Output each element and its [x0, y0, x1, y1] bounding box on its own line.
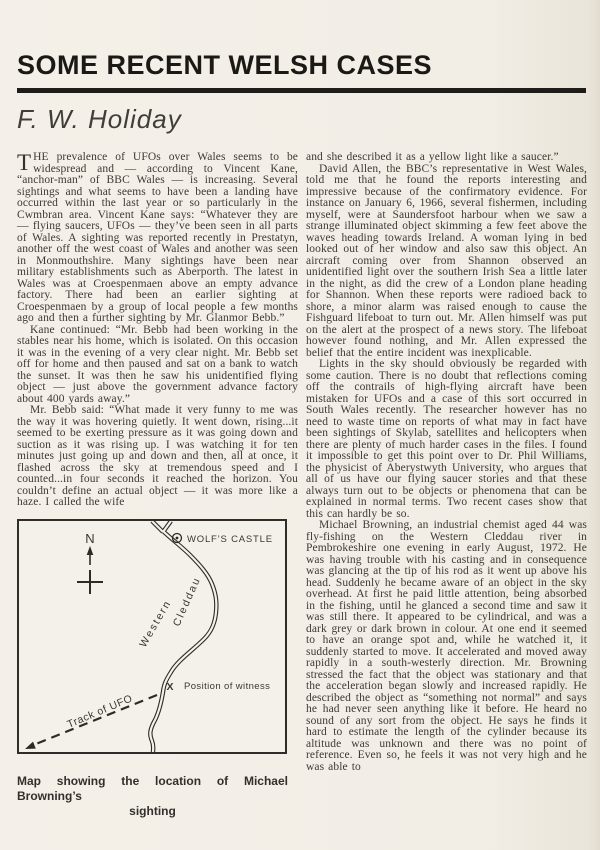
- river-label-western: Western: [137, 597, 175, 649]
- map-caption: [17, 774, 288, 819]
- map-caption-line1: Map showing the location of Michael Browning’s: [17, 773, 288, 803]
- paragraph: Mr. Bebb said: “What made it very funny to me was the way it was hovering quietly. It went down, rising...it seemed to be exerting pressure as it was going down and suction as it was rising up. I was watching it for ten minutes just going up and down and then, all at once, it flashed across the sky at tremendous speed and I counted...in four seconds it reached the horizon. You couldn’t define an actual object — it was more like a haze. I called the wife: [17, 404, 298, 508]
- castle-label: WOLF’S CASTLE: [187, 533, 273, 545]
- paragraph: Lights in the sky should obviously be regarded with some caution. There is no doubt that reflections coming off the contrails of high-flying aircraft have been mistaken for UFOs and a case of this sort occurred in South Wales recently. The researcher however has no need to waste time on reports of what may in fact have been sightings of Skylab, satellites and helicopters when there are plenty of much harder cases in the files. I found it impossible to get this point over to Dr. Phil Williams, the physicist of Aberystwyth University, who argues that all of us have our flying saucer stories and that these always turn out to be objects or phenomena that can be explained in normal terms. Two recent cases show that this can hardly be so.: [306, 358, 587, 520]
- sighting-map: [17, 519, 287, 754]
- right-column: [306, 152, 587, 819]
- paragraph: David Allen, the BBC’s representative in West Wales, told me that he found the reports interesting and impressive because of the confirmatory evidence. For instance on January 6, 1966, several fishermen, including myself, were at Saundersfoot harbour when we saw a strange illuminated object skimming a few feet above the waves heading towards Ireland. A woman lying in bed looked out of her window and also saw this object. An aircraft coming over from Shannon observed an unidentified light over the southern Irish Sea a little later in the night, as did the crew of a London plane heading for Shannon. When these reports were radioed back to shore, a minor alarm was raised enough to cause the Fishguard lifeboat to turn out. Mr. Allen himself was put on the alert at the prospect of a news story. The lifeboat however found nothing, and Mr. Allen expressed the belief that the entire incident was inexplicable.: [306, 162, 587, 359]
- two-column-body: [17, 152, 589, 819]
- north-label: N: [85, 530, 95, 546]
- north-arrow-icon: [87, 546, 94, 565]
- track-label: Track of UFO: [65, 691, 135, 731]
- compass-cross-icon: [77, 570, 103, 594]
- map-caption-line2: sighting: [129, 803, 176, 818]
- paragraph: [17, 152, 298, 325]
- drop-cap: T: [17, 150, 32, 175]
- river-label-cleddau: Cleddau: [170, 574, 204, 628]
- left-column: [17, 152, 298, 819]
- title-rule: [17, 88, 586, 93]
- witness-marker: X: [166, 680, 174, 693]
- byline: F. W. Holiday: [17, 104, 182, 134]
- river-core: [150, 521, 216, 752]
- ufo-track-arrowhead-icon: [25, 741, 36, 748]
- paragraph-text: HE prevalence of UFOs over Wales seems to be widespread and — according to Vincent Kane, “anchor-man” of BBC Wales — is increasing. Several sightings and what seems to have been a landing have occurred within the last year or so particularly in the Cwmbran area. Vincent Kane says: “Whatever they are — flying saucers, UFOs — they’ve been seen in all parts of Wales. A sighting was reported recently in Prestatyn, another off the west coast of Wales and another was seen in Monmouthshire. Many sightings have been near military establishments such as Aberporth. The latest in Wales was at Croespenmaen above an empty advance factory. There had been an earlier sighting at Croespenmaen by a group of local people a few months ago and then a further sighting by Mr. Glanmor Bebb.”: [17, 151, 298, 324]
- page-title: SOME RECENT WELSH CASES: [17, 50, 433, 80]
- witness-label: Position of witness: [184, 680, 271, 692]
- paragraph: Michael Browning, an industrial chemist aged 44 was fly-fishing on the Western Cleddau river in Pembrokeshire one evening in early August, 1972. He was having trouble with his casting and in consequence was glancing at the tip of his rod as it went up above his head. Suddenly he became aware of an object in the sky overhead. At first he paid little attention, being absorbed in the fishing, until he glanced a second time and saw it was still there. It appeared to be cylindrical, and was a dark grey or dark brown in colour. At one end it seemed to have an orange spot and, while he watched it, it suddenly started to move. It accelerated and moved away rapidly in a south-westerly direction. Mr. Browning stressed the fact that the object was stationary and that the acceleration began slowly and increased rapidly. He described the object as “something not normal” and says he had never seen anything like it before. He heard no sound of any sort from the object. He says he finds it hard to estimate the length of the cylinder because its altitude was unknown and there was no point of reference. Even so, he feels it was not very high and he was able to: [306, 519, 587, 773]
- map-figure: [17, 519, 298, 819]
- paragraph: Kane continued: “Mr. Bebb had been working in the stables near his home, which is isolated. On this occasion it was in the evening of a very clear night. Mr. Bebb set off for home and then paused and sat on a bank to watch the sunset. It was then he saw his unidentified flying object — just above the government advance factory about 400 yards away.”: [17, 323, 298, 405]
- paragraph: and she described it as a yellow light like a saucer.”: [306, 151, 559, 163]
